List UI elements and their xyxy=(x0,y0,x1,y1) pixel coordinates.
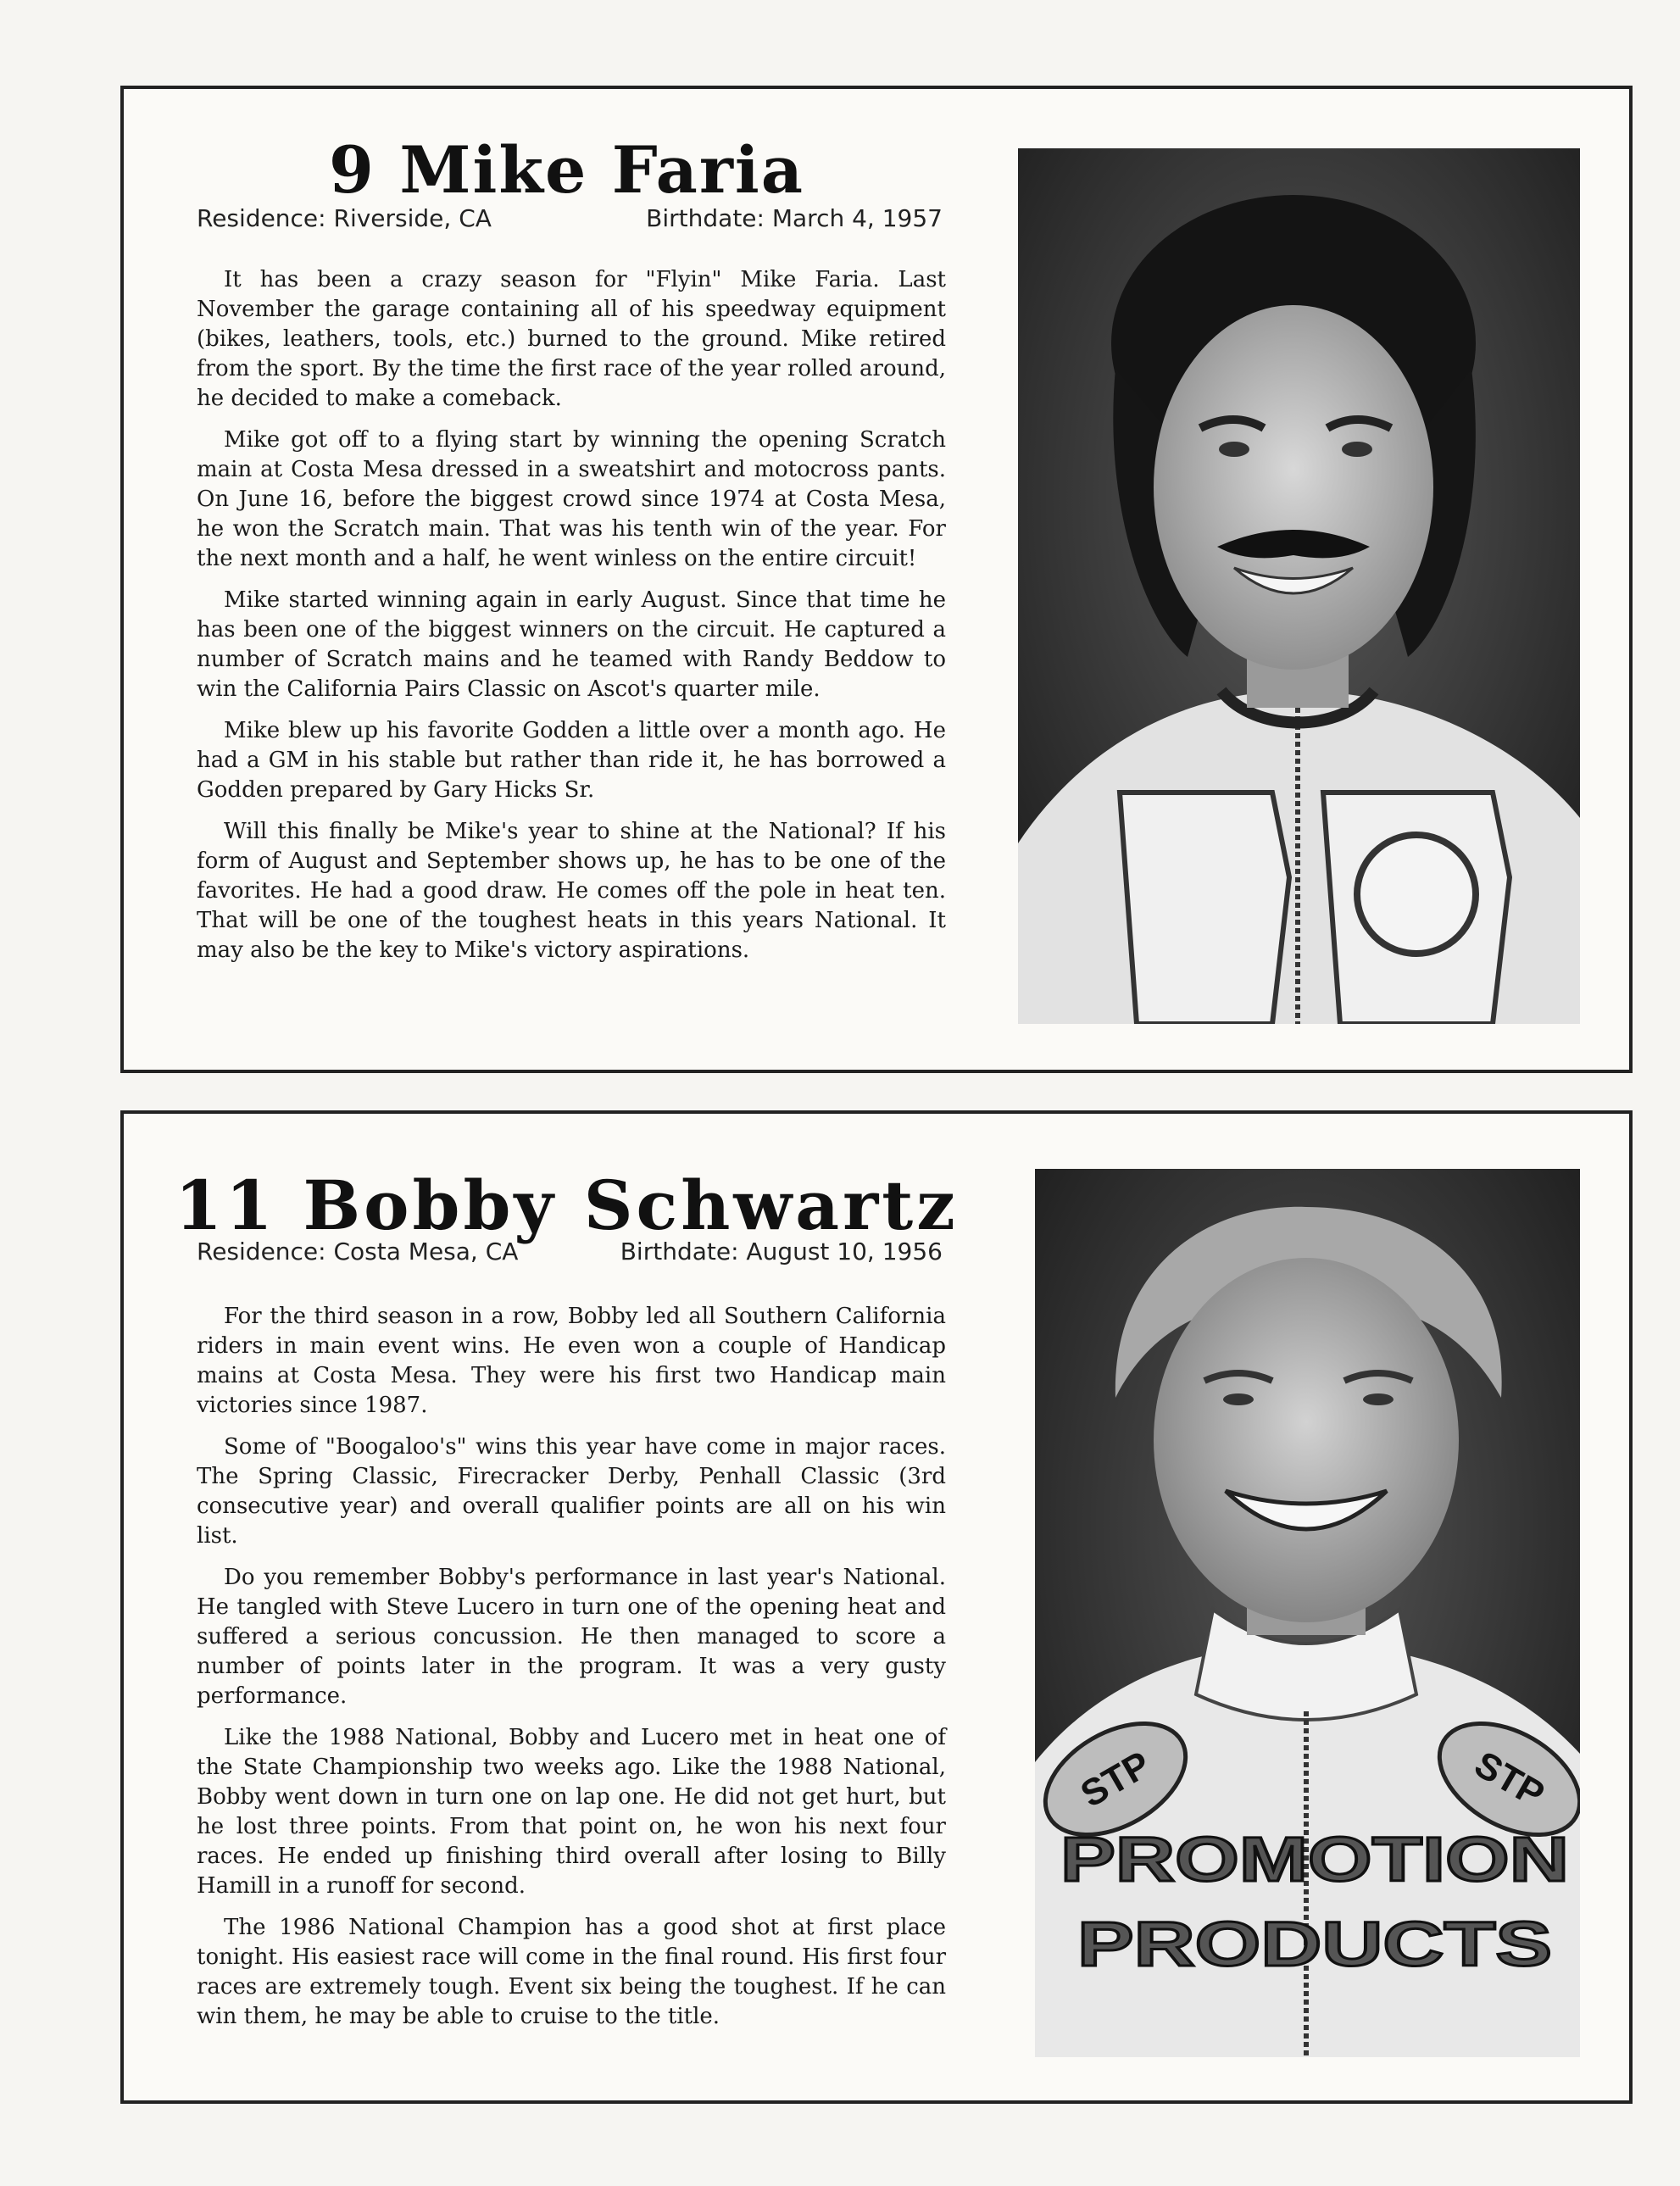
rider-meta xyxy=(197,1240,943,1264)
rider-portrait-photo xyxy=(1018,148,1580,1024)
portrait-illustration xyxy=(1018,148,1580,1024)
jacket-lettering-top: PROMOTION xyxy=(1060,1824,1569,1894)
rider-title: 9 Mike Faria xyxy=(328,132,804,208)
portrait-illustration xyxy=(1035,1169,1580,2057)
bio-paragraph: For the third season in a row, Bobby led all Southern California riders in main event wins. He even won a couple of Handicap mains at Costa Mesa. They were his first two Handicap main victories since 1987. xyxy=(197,1304,946,1418)
bio-paragraph: The 1986 National Champion has a good shot at first place tonight. His easiest race will come in the final round. His first four races are extremely tough. Event six being the toughest. If he can win them, he may be able to cruise to the title. xyxy=(197,1915,946,2029)
bio-paragraph: Mike got off to a flying start by winning the opening Scratch main at Costa Mesa dressed in a sweatshirt and motocross pants. On June 16, before the biggest crowd since 1974 at Costa Mesa, he won the Scratch main. That was his tenth win of the year. For the next month and a half, he went winless on the entire circuit! xyxy=(197,427,946,571)
rider-card-mike-faria xyxy=(120,86,1633,1073)
bio-paragraph: Mike blew up his favorite Godden a little over a month ago. He had a GM in his stable but rather than ride it, he has borrowed a Godden prepared by Gary Hicks Sr. xyxy=(197,718,946,803)
rider-meta xyxy=(197,204,943,232)
birthdate: Birthdate: March 4, 1957 xyxy=(646,204,943,232)
rider-card-bobby-schwartz xyxy=(120,1110,1633,2104)
bio-paragraph: Mike started winning again in early August. Since that time he has been one of the biggest winners on the circuit. He captured a number of Scratch mains and he teamed with Randy Beddow to win the California Pairs Classic on Ascot's quarter mile. xyxy=(197,587,946,702)
rider-title: 11 Bobby Schwartz xyxy=(175,1165,959,1245)
birthdate: Birthdate: August 10, 1956 xyxy=(620,1238,943,1265)
residence: Residence: Riverside, CA xyxy=(197,204,492,232)
jacket-lettering-bottom: PRODUCTS xyxy=(1077,1909,1552,1979)
bio-paragraph: Do you remember Bobby's performance in last year's National. He tangled with Steve Lucero in turn one of the opening heat and suffered a serious concussion. He then managed to score a number of points later in the program. It was a very gusty performance. xyxy=(197,1565,946,1709)
jacket-logo-left: STP xyxy=(1073,1743,1158,1816)
bio-paragraph: It has been a crazy season for "Flyin" Mike Faria. Last November the garage containing all of his speedway equipment (bikes, leathers, tools, etc.) burned to the ground. Mike retired from the sport. By the time the first race of the year rolled around, he decided to make a comeback. xyxy=(197,267,946,411)
bio-paragraph: Like the 1988 National, Bobby and Lucero met in heat one of the State Championship two weeks ago. Like the 1988 National, Bobby went down in turn one on lap one. He did not get hurt, but he lost three points. From that point on, he won his next four races. He ended up finishing third overall after losing to Billy Hamill in a runoff for second. xyxy=(197,1725,946,1899)
rider-portrait-photo xyxy=(1035,1169,1580,2057)
rider-bio xyxy=(197,1302,946,2044)
bio-paragraph: Some of "Boogaloo's" wins this year have come in major races. The Spring Classic, Firecracker Derby, Penhall Classic (3rd consecutive year) and overall qualifier points are all on his win list. xyxy=(197,1434,946,1549)
jacket-logo-right: STP xyxy=(1467,1743,1552,1816)
bio-paragraph: Will this finally be Mike's year to shine at the National? If his form of August and September shows up, he has to be one of the favorites. He had a good draw. He comes off the pole in heat ten. That will be one of the toughest heats in this years National. It may also be the key to Mike's victory aspirations. xyxy=(197,819,946,963)
residence: Residence: Costa Mesa, CA xyxy=(197,1238,519,1265)
rider-bio xyxy=(197,265,946,977)
